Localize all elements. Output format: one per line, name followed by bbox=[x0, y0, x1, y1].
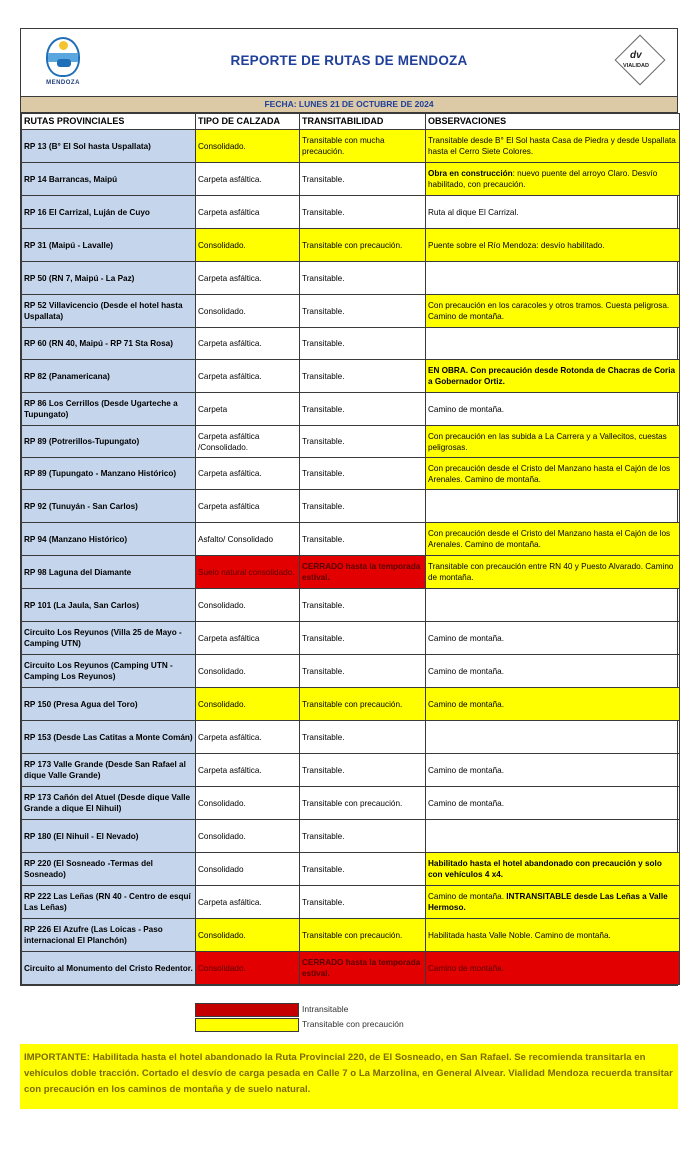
pavement-type-cell: Consolidado. bbox=[196, 589, 300, 622]
pavement-type-cell: Carpeta asfáltica bbox=[196, 622, 300, 655]
table-row bbox=[22, 393, 680, 426]
passability-cell: Transitable. bbox=[300, 523, 426, 556]
observations-cell bbox=[426, 196, 680, 229]
observation-text: Camino de montaña. bbox=[428, 892, 507, 901]
pavement-type-cell: Consolidado. bbox=[196, 229, 300, 262]
pavement-type-cell: Asfalto/ Consolidado bbox=[196, 523, 300, 556]
pavement-type-cell: Carpeta asfáltica bbox=[196, 490, 300, 523]
passability-cell: Transitable. bbox=[300, 262, 426, 295]
passability-cell: CERRADO hasta la temporada estival. bbox=[300, 952, 426, 985]
observations-cell bbox=[426, 919, 680, 952]
observations-cell bbox=[426, 787, 680, 820]
table-row bbox=[22, 458, 680, 490]
passability-cell: Transitable. bbox=[300, 458, 426, 490]
observation-text: Transitable desde B° El Sol hasta Casa de Piedra y desde Uspallata hasta el Cerro Siete Colores. bbox=[428, 136, 676, 156]
route-name-cell: Circuito Los Reyunos (Villa 25 de Mayo - Camping UTN) bbox=[22, 622, 196, 655]
route-name-cell: RP 16 El Carrizal, Luján de Cuyo bbox=[22, 196, 196, 229]
pavement-type-cell: Carpeta asfáltica. bbox=[196, 458, 300, 490]
route-name-cell: RP 50 (RN 7, Maipú - La Paz) bbox=[22, 262, 196, 295]
observation-text: Camino de montaña. bbox=[428, 963, 505, 973]
table-row bbox=[22, 556, 680, 589]
page-title: REPORTE DE RUTAS DE MENDOZA bbox=[230, 53, 468, 68]
observation-highlight: Habilitado hasta el hotel abandonado con precaución y solo con vehículos 4 x4. bbox=[428, 859, 662, 879]
pavement-type-cell: Carpeta asfáltica. bbox=[196, 721, 300, 754]
passability-cell: Transitable. bbox=[300, 295, 426, 328]
observations-cell bbox=[426, 853, 680, 886]
route-name-cell: RP 173 Cañón del Atuel (Desde dique Valle Grande a dique El Nihuil) bbox=[22, 787, 196, 820]
route-name-cell: RP 226 El Azufre (Las Loicas - Paso internacional El Planchón) bbox=[22, 919, 196, 952]
passability-cell: Transitable. bbox=[300, 754, 426, 787]
table-row bbox=[22, 328, 680, 360]
pavement-type-cell: Carpeta asfáltica. bbox=[196, 262, 300, 295]
route-name-cell: RP 13 (B° El Sol hasta Uspallata) bbox=[22, 130, 196, 163]
table-row bbox=[22, 295, 680, 328]
observation-text: Con precaución desde el Cristo del Manzano hasta el Cajón de los Arenales. Camino de montaña. bbox=[428, 463, 671, 484]
table-row bbox=[22, 589, 680, 622]
table-row bbox=[22, 853, 680, 886]
observations-cell bbox=[426, 523, 680, 556]
table-row bbox=[22, 262, 680, 295]
passability-cell: Transitable. bbox=[300, 360, 426, 393]
observations-cell bbox=[426, 458, 680, 490]
observations-cell bbox=[426, 952, 680, 985]
observations-cell bbox=[426, 163, 680, 196]
observation-text: Con precaución en las subida a La Carrera y a Vallecitos, cuestas peligrosas. bbox=[428, 431, 667, 452]
route-name-cell: RP 173 Valle Grande (Desde San Rafael al dique Valle Grande) bbox=[22, 754, 196, 787]
observations-cell bbox=[426, 393, 680, 426]
route-name-cell: Circuito Los Reyunos (Camping UTN - Camping Los Reyunos) bbox=[22, 655, 196, 688]
route-name-cell: RP 101 (La Jaula, San Carlos) bbox=[22, 589, 196, 622]
observation-text: Transitable con precaución entre RN 40 y Puesto Alvarado. Camino de montaña. bbox=[428, 562, 674, 582]
table-header-row bbox=[22, 114, 680, 130]
observations-cell bbox=[426, 886, 680, 919]
column-header-rutas: RUTAS PROVINCIALES bbox=[22, 114, 196, 130]
passability-cell: Transitable. bbox=[300, 163, 426, 196]
passability-cell: Transitable. bbox=[300, 853, 426, 886]
pavement-type-cell: Carpeta bbox=[196, 393, 300, 426]
pavement-type-cell: Consolidado. bbox=[196, 688, 300, 721]
mendoza-logo-label: MENDOZA bbox=[46, 80, 80, 86]
pavement-type-cell: Carpeta asfáltica. bbox=[196, 328, 300, 360]
table-row bbox=[22, 952, 680, 985]
route-name-cell: RP 89 (Potrerillos-Tupungato) bbox=[22, 426, 196, 458]
pavement-type-cell: Consolidado bbox=[196, 853, 300, 886]
important-notice: IMPORTANTE: Habilitada hasta el hotel abandonado la Ruta Provincial 220, de El Sosneado, en San Rafael. Se recomienda transitarla en vehículos doble tracción. Cortado el desvío de carga pesada en Calle 7 o La Marzolina, en General Alvear. Vialidad Mendoza recuerda transitar con precaución en los caminos de montaña y de suelo natural. bbox=[20, 1044, 678, 1109]
passability-cell: Transitable con mucha precaución. bbox=[300, 130, 426, 163]
passability-cell: Transitable. bbox=[300, 393, 426, 426]
pavement-type-cell: Carpeta asfáltica. bbox=[196, 163, 300, 196]
observations-cell bbox=[426, 426, 680, 458]
passability-cell: Transitable. bbox=[300, 820, 426, 853]
pavement-type-cell: Suelo natural consolidado. bbox=[196, 556, 300, 589]
passability-cell: Transitable. bbox=[300, 721, 426, 754]
observations-cell bbox=[426, 490, 680, 523]
route-name-cell: RP 60 (RN 40, Maipú - RP 71 Sta Rosa) bbox=[22, 328, 196, 360]
pavement-type-cell: Consolidado. bbox=[196, 952, 300, 985]
observations-cell bbox=[426, 556, 680, 589]
column-header-observaciones: OBSERVACIONES bbox=[426, 114, 680, 130]
observation-text: Con precaución desde el Cristo del Manzano hasta el Cajón de los Arenales. Camino de montaña. bbox=[428, 529, 671, 549]
table-row bbox=[22, 229, 680, 262]
legend-label: Intransitable bbox=[302, 1004, 349, 1014]
observation-text: Camino de montaña. bbox=[428, 404, 505, 414]
table-row bbox=[22, 360, 680, 393]
route-name-cell: RP 153 (Desde Las Catitas a Monte Comán) bbox=[22, 721, 196, 754]
observations-cell bbox=[426, 262, 680, 295]
table-row bbox=[22, 787, 680, 820]
observation-text: Camino de montaña. bbox=[428, 765, 505, 775]
observations-cell bbox=[426, 295, 680, 328]
observation-text: Camino de montaña. bbox=[428, 633, 505, 643]
observations-cell bbox=[426, 328, 680, 360]
report-date: FECHA: LUNES 21 DE OCTUBRE DE 2024 bbox=[21, 97, 677, 113]
pavement-type-cell: Carpeta asfáltica bbox=[196, 196, 300, 229]
passability-cell: Transitable. bbox=[300, 655, 426, 688]
route-name-cell: RP 180 (El Nihuil - El Nevado) bbox=[22, 820, 196, 853]
legend-label: Transitable con precaución bbox=[302, 1019, 404, 1029]
route-name-cell: RP 92 (Tunuyán - San Carlos) bbox=[22, 490, 196, 523]
vialidad-logo-mark: dv bbox=[630, 50, 642, 61]
vialidad-logo bbox=[617, 37, 663, 83]
passability-cell: Transitable con precaución. bbox=[300, 919, 426, 952]
observation-text: : nuevo puente del arroyo Claro. Desvío habilitado, con precaución. bbox=[428, 169, 658, 189]
legend-swatch-yellow bbox=[195, 1018, 299, 1032]
observations-cell bbox=[426, 622, 680, 655]
passability-cell: Transitable con precaución. bbox=[300, 229, 426, 262]
observation-text: Con precaución en los caracoles y otros tramos. Cuesta peligrosa. Camino de montaña. bbox=[428, 301, 670, 321]
passability-cell: Transitable con precaución. bbox=[300, 787, 426, 820]
table-row bbox=[22, 196, 680, 229]
observations-cell bbox=[426, 229, 680, 262]
passability-cell: Transitable. bbox=[300, 328, 426, 360]
passability-cell: Transitable con precaución. bbox=[300, 688, 426, 721]
table-row bbox=[22, 163, 680, 196]
table-row bbox=[22, 490, 680, 523]
route-name-cell: RP 14 Barrancas, Maipú bbox=[22, 163, 196, 196]
route-name-cell: RP 52 Villavicencio (Desde el hotel hasta Uspallata) bbox=[22, 295, 196, 328]
observations-cell bbox=[426, 754, 680, 787]
passability-cell: Transitable. bbox=[300, 490, 426, 523]
table-row bbox=[22, 655, 680, 688]
route-name-cell: RP 222 Las Leñas (RN 40 - Centro de esquí Las Leñas) bbox=[22, 886, 196, 919]
route-name-cell: RP 220 (El Sosneado -Termas del Sosneado) bbox=[22, 853, 196, 886]
column-header-transitabilidad: TRANSITABILIDAD bbox=[300, 114, 426, 130]
pavement-type-cell: Consolidado. bbox=[196, 130, 300, 163]
table-row bbox=[22, 130, 680, 163]
observation-text: Camino de montaña. bbox=[428, 699, 505, 709]
observations-cell bbox=[426, 688, 680, 721]
pavement-type-cell: Consolidado. bbox=[196, 787, 300, 820]
passability-cell: Transitable. bbox=[300, 426, 426, 458]
routes-table bbox=[21, 113, 680, 985]
observations-cell bbox=[426, 589, 680, 622]
report-header bbox=[21, 29, 677, 97]
route-name-cell: RP 86 Los Cerrillos (Desde Ugarteche a Tupungato) bbox=[22, 393, 196, 426]
observations-cell bbox=[426, 655, 680, 688]
table-row bbox=[22, 754, 680, 787]
route-name-cell: RP 98 Laguna del Diamante bbox=[22, 556, 196, 589]
passability-cell: Transitable. bbox=[300, 622, 426, 655]
table-row bbox=[22, 919, 680, 952]
observation-text: Habilitada hasta Valle Noble. Camino de montaña. bbox=[428, 930, 611, 940]
passability-cell: CERRADO hasta la temporada estival. bbox=[300, 556, 426, 589]
observation-text: Ruta al dique El Carrizal. bbox=[428, 207, 519, 217]
pavement-type-cell: Consolidado. bbox=[196, 295, 300, 328]
route-name-cell: RP 31 (Maipú - Lavalle) bbox=[22, 229, 196, 262]
table-row bbox=[22, 523, 680, 556]
passability-cell: Transitable. bbox=[300, 196, 426, 229]
pavement-type-cell: Carpeta asfáltica. bbox=[196, 754, 300, 787]
observations-cell bbox=[426, 130, 680, 163]
route-name-cell: RP 82 (Panamericana) bbox=[22, 360, 196, 393]
report-sheet bbox=[20, 28, 678, 986]
observation-text: Puente sobre el Río Mendoza: desvío habilitado. bbox=[428, 240, 605, 250]
observations-cell bbox=[426, 360, 680, 393]
observation-text: Camino de montaña. bbox=[428, 666, 505, 676]
passability-cell: Transitable. bbox=[300, 886, 426, 919]
table-row bbox=[22, 721, 680, 754]
pavement-type-cell: Carpeta asfáltica. bbox=[196, 360, 300, 393]
observations-cell bbox=[426, 721, 680, 754]
observations-cell bbox=[426, 820, 680, 853]
pavement-type-cell: Consolidado. bbox=[196, 820, 300, 853]
pavement-type-cell: Consolidado. bbox=[196, 655, 300, 688]
vialidad-logo-label: VIALIDAD bbox=[623, 63, 649, 69]
table-row bbox=[22, 426, 680, 458]
table-row bbox=[22, 688, 680, 721]
table-row bbox=[22, 886, 680, 919]
route-name-cell: RP 94 (Manzano Histórico) bbox=[22, 523, 196, 556]
table-row bbox=[22, 622, 680, 655]
legend-swatch-red bbox=[195, 1003, 299, 1017]
observation-highlight: Obra en construcción bbox=[428, 169, 513, 178]
pavement-type-cell: Carpeta asfáltica /Consolidado. bbox=[196, 426, 300, 458]
observation-highlight: INTRANSITABLE desde Las Leñas a Valle Hermoso. bbox=[428, 892, 668, 912]
column-header-calzada: TIPO DE CALZADA bbox=[196, 114, 300, 130]
passability-cell: Transitable. bbox=[300, 589, 426, 622]
pavement-type-cell: Carpeta asfáltica. bbox=[196, 886, 300, 919]
observation-text: Camino de montaña. bbox=[428, 798, 505, 808]
pavement-type-cell: Consolidado. bbox=[196, 919, 300, 952]
route-name-cell: RP 89 (Tupungato - Manzano Histórico) bbox=[22, 458, 196, 490]
observation-highlight: EN OBRA. Con precaución desde Rotonda de Chacras de Coria a Gobernador Ortiz. bbox=[428, 366, 676, 386]
table-row bbox=[22, 820, 680, 853]
route-name-cell: Circuito al Monumento del Cristo Redentor. bbox=[22, 952, 196, 985]
route-name-cell: RP 150 (Presa Agua del Toro) bbox=[22, 688, 196, 721]
